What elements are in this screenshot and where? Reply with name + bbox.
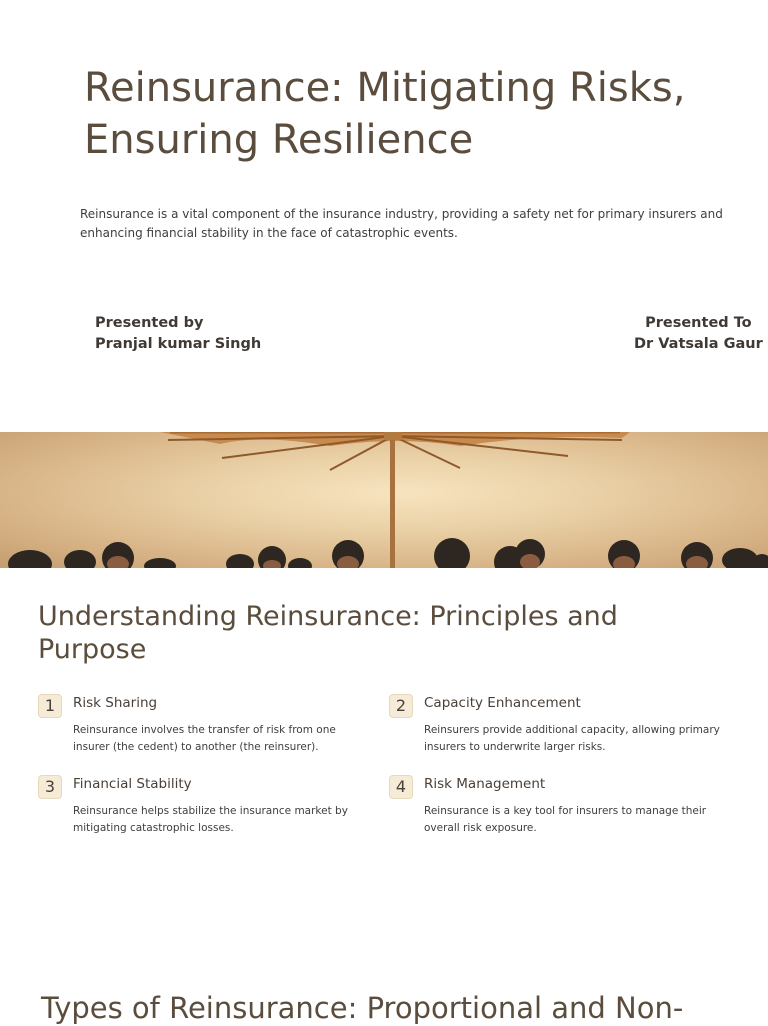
- card-title: Financial Stability: [73, 776, 192, 792]
- next-section-title: Types of Reinsurance: Proportional and Non-: [41, 991, 684, 1025]
- card-title: Risk Sharing: [73, 695, 158, 711]
- umbrella-top: [384, 432, 402, 440]
- card-title: Capacity Enhancement: [424, 695, 581, 711]
- number-badge: 1: [38, 694, 62, 718]
- presented-by-block: [95, 313, 261, 355]
- card-description: Reinsurance involves the transfer of risk from one insurer (the cedent) to another (the reinsurer).: [73, 724, 336, 753]
- umbrella-illustration: [0, 432, 768, 568]
- recipient-name: Dr Vatsala Gaur: [634, 336, 763, 352]
- presented-by-label: Presented by: [95, 315, 204, 331]
- number-badge: 3: [38, 775, 62, 799]
- number-badge: 2: [389, 694, 413, 718]
- card-description: Reinsurance is a key tool for insurers to manage their overall risk exposure.: [424, 805, 707, 834]
- presented-to-label: Presented To: [645, 315, 752, 331]
- umbrella-pole: [390, 440, 395, 568]
- card-description: Reinsurance helps stabilize the insurance market by mitigating catastrophic losses.: [73, 805, 348, 834]
- presented-to-block: [634, 313, 763, 355]
- intro-text: Reinsurance is a vital component of the insurance industry, providing a safety net for primary insurers and enhancing financial stability in the face of catastrophic events.: [80, 207, 723, 240]
- page-title: Reinsurance: Mitigating Risks, Ensuring Resilience: [84, 65, 686, 163]
- card-description: Reinsurers provide additional capacity, allowing primary insurers to underwrite larger risks.: [424, 724, 720, 753]
- presenter-name: Pranjal kumar Singh: [95, 336, 262, 352]
- section-title: Understanding Reinsurance: Principles and Purpose: [38, 601, 618, 665]
- umbrella-crowd-image: [0, 432, 768, 568]
- card-title: Risk Management: [424, 776, 546, 792]
- number-badge: 4: [389, 775, 413, 799]
